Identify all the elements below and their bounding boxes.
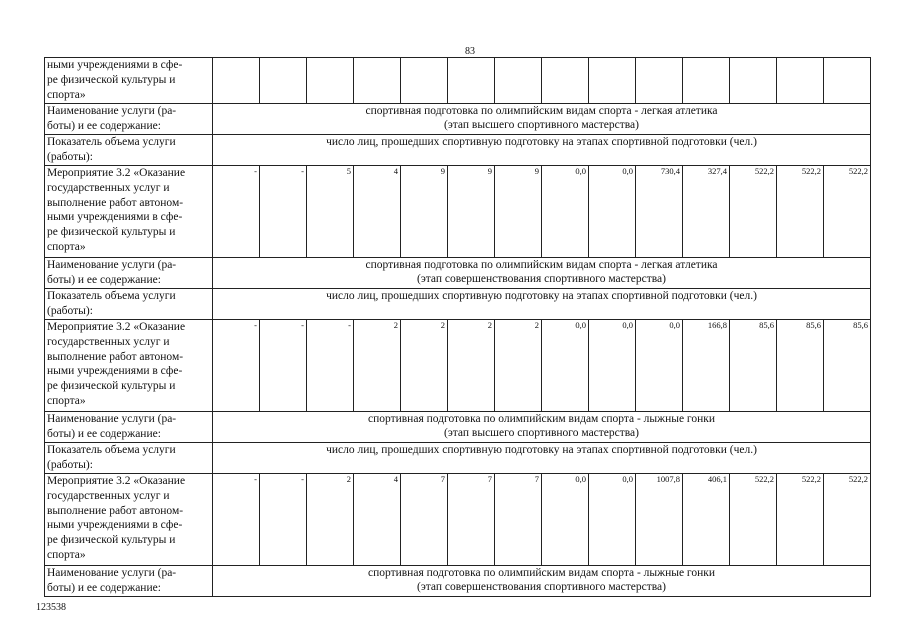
value-cell: 2 — [307, 474, 354, 566]
value-cell: 4 — [354, 474, 401, 566]
value-cell: 7 — [448, 474, 495, 566]
value-cell: 0,0 — [542, 320, 589, 412]
value-cell: 166,8 — [683, 320, 730, 412]
service-name-row — [45, 412, 871, 443]
service-name-row — [45, 566, 871, 597]
value-cell: 2 — [448, 320, 495, 412]
program-table — [44, 57, 871, 597]
value-cell: 85,6 — [730, 320, 777, 412]
value-cell: 0,0 — [589, 474, 636, 566]
empty-cell — [213, 58, 260, 104]
empty-cell — [542, 58, 589, 104]
value-cell: - — [260, 474, 307, 566]
service-name-value: спортивная подготовка по олимпийским видам спорта - легкая атлетика (этап совершенствования спортивного мастерства) — [213, 258, 871, 289]
empty-cell — [589, 58, 636, 104]
value-cell: 2 — [401, 320, 448, 412]
value-cell: 4 — [354, 166, 401, 258]
volume-indicator-row — [45, 443, 871, 474]
value-cell: 9 — [401, 166, 448, 258]
value-cell: 0,0 — [589, 320, 636, 412]
value-cell: 9 — [448, 166, 495, 258]
volume-indicator-label: Показатель объема услуги (работы): — [45, 135, 213, 166]
volume-indicator-value: число лиц, прошедших спортивную подготовку на этапах спортивной подготовки (чел.) — [213, 135, 871, 166]
value-cell: - — [307, 320, 354, 412]
value-cell: 522,2 — [730, 474, 777, 566]
value-cell: 7 — [401, 474, 448, 566]
volume-indicator-label: Показатель объема услуги (работы): — [45, 443, 213, 474]
footer-code: 123538 — [36, 602, 66, 613]
measure-row — [45, 320, 871, 412]
value-cell: 522,2 — [730, 166, 777, 258]
page-number: 83 — [465, 46, 475, 57]
empty-cell — [401, 58, 448, 104]
empty-cell — [495, 58, 542, 104]
volume-indicator-row — [45, 135, 871, 166]
value-cell: 406,1 — [683, 474, 730, 566]
value-cell: 5 — [307, 166, 354, 258]
service-name-row — [45, 104, 871, 135]
volume-indicator-value: число лиц, прошедших спортивную подготовку на этапах спортивной подготовки (чел.) — [213, 443, 871, 474]
empty-cell — [683, 58, 730, 104]
value-cell: 522,2 — [777, 474, 824, 566]
service-name-row — [45, 258, 871, 289]
measure-label: Мероприятие 3.2 «Оказание государственных услуг и выполнение работ автоном- ными учреждениями в сфе- ре физической культуры и спорта» — [45, 474, 213, 566]
value-cell: - — [213, 474, 260, 566]
value-cell: 1007,8 — [636, 474, 683, 566]
continuation-label: ными учреждениями в сфе- ре физической культуры и спорта» — [45, 58, 213, 104]
value-cell: 522,2 — [824, 166, 871, 258]
measure-label: Мероприятие 3.2 «Оказание государственных услуг и выполнение работ автоном- ными учреждениями в сфе- ре физической культуры и спорта» — [45, 320, 213, 412]
empty-cell — [307, 58, 354, 104]
value-cell: - — [260, 166, 307, 258]
empty-cell — [260, 58, 307, 104]
service-name-label: Наименование услуги (ра- боты) и ее содержание: — [45, 258, 213, 289]
value-cell: 522,2 — [777, 166, 824, 258]
value-cell: 0,0 — [542, 474, 589, 566]
service-name-label: Наименование услуги (ра- боты) и ее содержание: — [45, 412, 213, 443]
empty-cell — [354, 58, 401, 104]
service-name-value: спортивная подготовка по олимпийским видам спорта - лыжные гонки (этап высшего спортивного мастерства) — [213, 412, 871, 443]
service-name-value: спортивная подготовка по олимпийским видам спорта - лыжные гонки (этап совершенствования спортивного мастерства) — [213, 566, 871, 597]
value-cell: 85,6 — [824, 320, 871, 412]
value-cell: 85,6 — [777, 320, 824, 412]
value-cell: - — [260, 320, 307, 412]
empty-cell — [636, 58, 683, 104]
value-cell: 730,4 — [636, 166, 683, 258]
empty-cell — [730, 58, 777, 104]
volume-indicator-label: Показатель объема услуги (работы): — [45, 289, 213, 320]
empty-cell — [448, 58, 495, 104]
value-cell: 0,0 — [589, 166, 636, 258]
service-name-label: Наименование услуги (ра- боты) и ее содержание: — [45, 566, 213, 597]
measure-label: Мероприятие 3.2 «Оказание государственных услуг и выполнение работ автоном- ными учреждениями в сфе- ре физической культуры и спорта» — [45, 166, 213, 258]
value-cell: 0,0 — [542, 166, 589, 258]
value-cell: 2 — [354, 320, 401, 412]
service-name-value: спортивная подготовка по олимпийским видам спорта - легкая атлетика (этап высшего спортивного мастерства) — [213, 104, 871, 135]
empty-cell — [777, 58, 824, 104]
value-cell: 522,2 — [824, 474, 871, 566]
continuation-row — [45, 58, 871, 104]
value-cell: 2 — [495, 320, 542, 412]
measure-row — [45, 474, 871, 566]
service-name-label: Наименование услуги (ра- боты) и ее содержание: — [45, 104, 213, 135]
value-cell: 327,4 — [683, 166, 730, 258]
value-cell: 7 — [495, 474, 542, 566]
value-cell: 9 — [495, 166, 542, 258]
volume-indicator-value: число лиц, прошедших спортивную подготовку на этапах спортивной подготовки (чел.) — [213, 289, 871, 320]
value-cell: 0,0 — [636, 320, 683, 412]
empty-cell — [824, 58, 871, 104]
value-cell: - — [213, 166, 260, 258]
value-cell: - — [213, 320, 260, 412]
volume-indicator-row — [45, 289, 871, 320]
measure-row — [45, 166, 871, 258]
